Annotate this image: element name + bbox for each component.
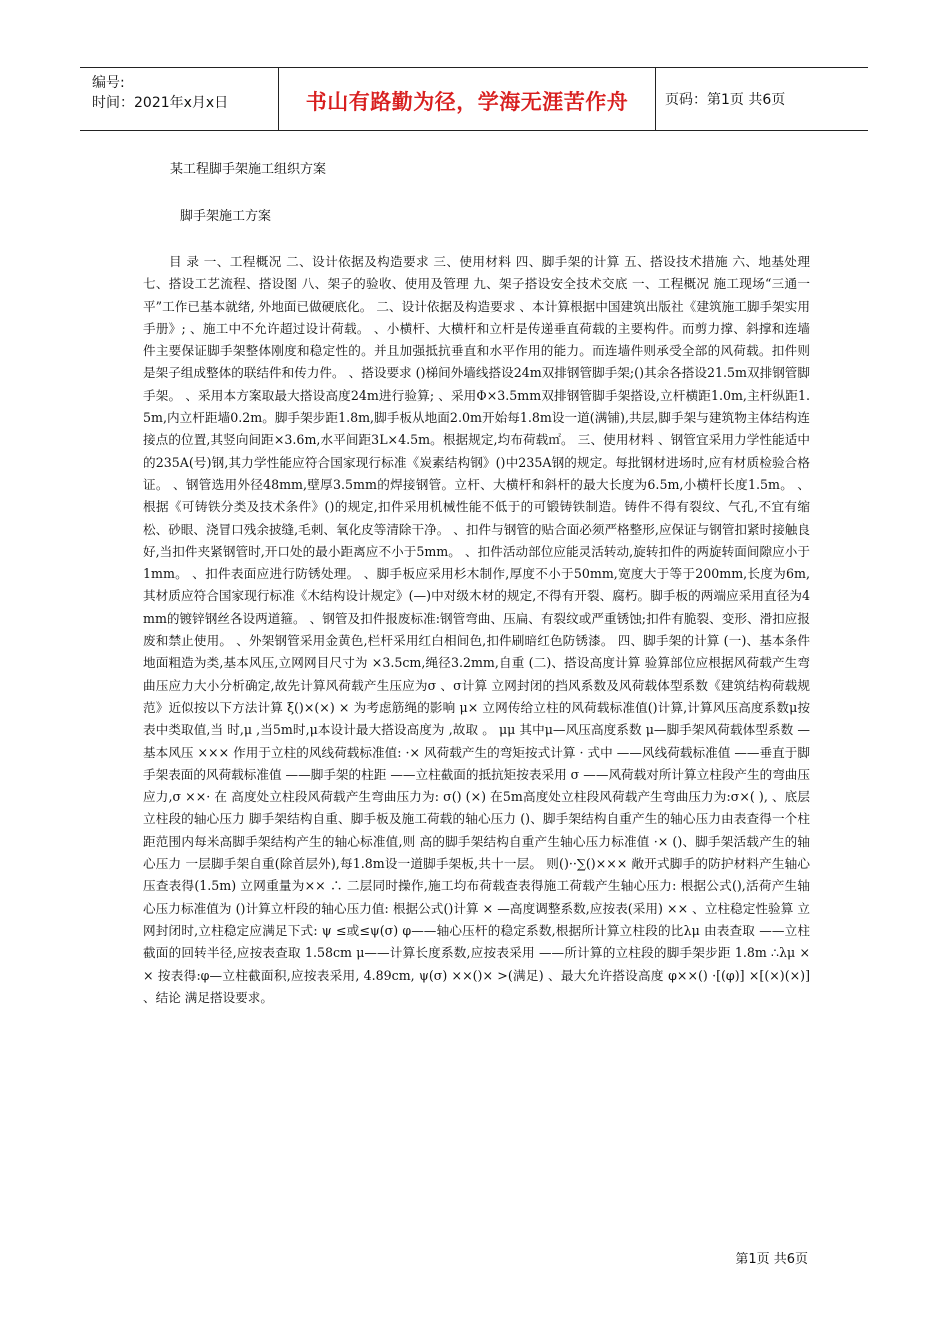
page-header xyxy=(80,67,868,131)
header-motto-cell xyxy=(278,68,656,130)
header-page-number: 页码：第1页 共6页 xyxy=(665,92,786,108)
document-body: 目 录 一、工程概况 二、设计依据及构造要求 三、使用材料 四、脚手架的计算 五、搭设技术措施 六、地基处理 七、搭设工艺流程、搭设图 八、架子的验收、使用及管理 九、架子搭设安全技术交底 一、工程概况 施工现场“三通一平”工作已基本就绪, 外地面已做硬底化。 二、设计依据及构造要求 、本计算根据中国建筑出版社《建筑施工脚手架实用手册》; 、施工中不允许超过设计荷载。 、小横杆、大横杆和立杆是传递垂直荷载的主要构件。而剪力撑、斜撑和连墙件主要保证脚手架整体刚度和稳定性的。并且加强抵抗垂直和水平作用的能力。而连墙件则承受全部的风荷载。扣件则是架子组成整体的联结件和传力件。 、搭设要求 ()梯间外墙线搭设24m双排钢管脚手架;()其余各搭设21.5m双排钢管脚手架。 、采用本方案取最大搭设高度24m进行验算; 、采用Φ×3.5mm双排钢管脚手架搭设,立杆横距1.0m,主杆纵距1.5m,内立杆距墙0.2m。脚手架步距1.8m,脚手板从地面2.0m开始每1.8m设一道(满铺),共层,脚手架与建筑物主体结构连接点的位置,其竖向间距×3.6m,水平间距3L×4.5m。根据规定,均布荷载㎡。 三、使用材料 、钢管宜采用力学性能适中的235A(号)钢,其力学性能应符合国家现行标准《炭素结构钢》()中235A钢的规定。每批钢材进场时,应有材质检验合格证。 、钢管选用外径48mm,壁厚3.5mm的焊接钢管。立杆、大横杆和斜杆的最大长度为6.5m,小横杆长度1.5m。 、根据《可铸铁分类及技术条件》()的规定,扣件采用机械性能不低于的可锻铸铁制造。铸件不得有裂纹、气孔,不宜有缩松、砂眼、浇冒口残余披缝,毛刺、氧化皮等清除干净。 、扣件与钢管的贴合面必须严格整形,应保证与钢管扣紧时接触良好,当扣件夹紧钢管时,开口处的最小距离应不小于5mm。 、扣件活动部位应能灵活转动,旋转扣件的两旋转面间隙应小于1mm。 、扣件表面应进行防锈处理。 、脚手板应采用杉木制作,厚度不小于50mm,宽度大于等于200mm,长度为6m,其材质应符合国家现行标准《木结构设计规定》(—)中对级木材的规定,不得有开裂、腐朽。脚手板的两端应采用直径为4mm的镀锌钢丝各设两道箍。 、钢管及扣件报废标准:钢管弯曲、压扁、有裂纹或严重锈蚀;扣件有脆裂、变形、滑扣应报废和禁止使用。 、外架钢管采用金黄色,栏杆采用红白相间色,扣件刷暗红色防锈漆。 四、脚手架的计算 (一)、基本条件 地面粗造为类,基本风压,立网网目尺寸为 ×3.5cm,绳径3.2mm,自重 (二)、搭设高度计算 验算部位应根据风荷载产生弯曲压应力大小分析确定,故先计算风荷载产生压应为σ 、σ计算 立网封闭的挡风系数及风荷载体型系数《建筑结构荷载规范》近似按以下方法计算 ξ()×(×) × 为考虑筋绳的影响 μ× 立网传给立柱的风荷载标准值()计算,计算风压高度系数μ按表中类取值,当 时,μ ,当5m时,μ本设计最大搭设高度为 ,故取 。 μμ 其中μ—风压高度系数 μ—脚手架风荷载体型系数 —基本风压 ××× 作用于立柱的风线荷载标准值: ·× 风荷载产生的弯矩按式计算 · 式中 ——风线荷载标准值 ——垂直于脚手架表面的风荷载标准值 ——脚手架的柱距 ——立柱截面的抵抗矩按表采用 σ ——风荷载对所计算立柱段产生的弯曲压应力,σ ××· 在 高度处立柱段风荷载产生弯曲压力为: σ() (×) 在5m高度处立柱段风荷载产生弯曲压力为:σ×( ), 、底层立柱段的轴心压力 脚手架结构自重、脚手板及施工荷载的轴心压力 ()、脚手架结构自重产生的轴心压力由表查得一个柱距范围内每米高脚手架结构产生的轴心标准值,则 高的脚手架结构自重产生轴心压力标准值 ·× ()、脚手架活载产生的轴心压力 一层脚手架自重(除首层外),每1.8m设一道脚手架板,共十一层。 则()··∑()××× 敞开式脚手的防护材料产生轴心压查表得(1.5m) 立网重量为×× ∴ 二层同时操作,施工均布荷载查表得施工荷载产生轴心压力: 根据公式(),活荷产生轴心压力标准值为 ()计算立杆段的轴心压力值: 根据公式()计算 × —高度调整系数,应按表(采用) ×× 、立柱稳定性验算 立网封闭时,立柱稳定应满足下式: ψ ≤或≤ψ(σ) φ——轴心压杆的稳定系数,根据所计算立柱段的比λμ 由表查取 ——立柱截面的回转半径,应按表查取 1.58cm μ——计算长度系数,应按表采用 ——所计算的立柱段的脚手架步距 1.8m ∴λμ × × 按表得:φ—立柱截面积,应按表采用, 4.89cm, ψ(σ) ××()× >(满足) 、最大允许搭设高度 φ××() ·[(φ)] ×[(×)(×)] 、结论 满足搭设要求。 xyxy=(143,254,810,1005)
header-motto: 书山有路勤为径，学海无涯苦作舟 xyxy=(305,90,629,114)
page-footer: 第1页 共6页 xyxy=(735,1252,808,1267)
header-page-cell xyxy=(655,68,868,130)
document-number-label: 编号: xyxy=(92,75,125,91)
document-time-label: 时间：2021年x月x日 xyxy=(92,95,229,111)
document-subtitle: 脚手架施工方案 xyxy=(180,209,272,224)
header-info-cell xyxy=(80,68,278,130)
document-title: 某工程脚手架施工组织方案 xyxy=(170,162,327,177)
